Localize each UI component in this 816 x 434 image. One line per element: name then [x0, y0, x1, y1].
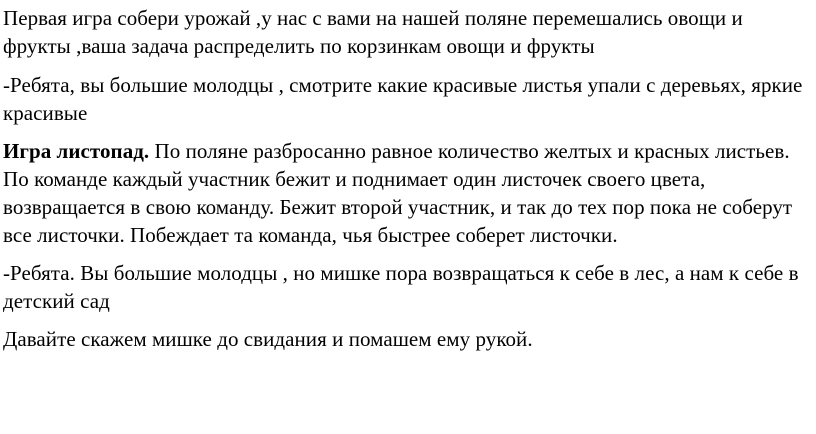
paragraph-goodbye: Давайте скажем мишке до свидания и помашем ему рукой. — [3, 327, 533, 351]
game-title: Игра листопад. — [3, 139, 150, 163]
paragraph-leaves: -Ребята, вы большие молодцы , смотрите какие красивые листья упали с деревьях, яркие красивые — [3, 73, 803, 125]
paragraph-leaf-fall-game — [3, 137, 810, 249]
paragraph-bear-returns: -Ребята. Вы большие молодцы , но мишке пора возвращаться к себе в лес, а нам к себе в детский сад — [3, 261, 799, 313]
paragraph-harvest-game: Первая игра собери урожай ,у нас с вами на нашей поляне перемешались овощи и фрукты ,ваша задача распределить по корзинкам овощи и фрукты — [3, 6, 743, 58]
game-description: По поляне разбросанно равное количество желтых и красных листьев. По команде каждый участник бежит и поднимает один листочек своего цвета, возвращается в свою команду. Бежит второй участник, и так до тех пор пока не соберут все листочки. Побеждает та команда, чья быстрее соберет листочки. — [3, 139, 793, 247]
